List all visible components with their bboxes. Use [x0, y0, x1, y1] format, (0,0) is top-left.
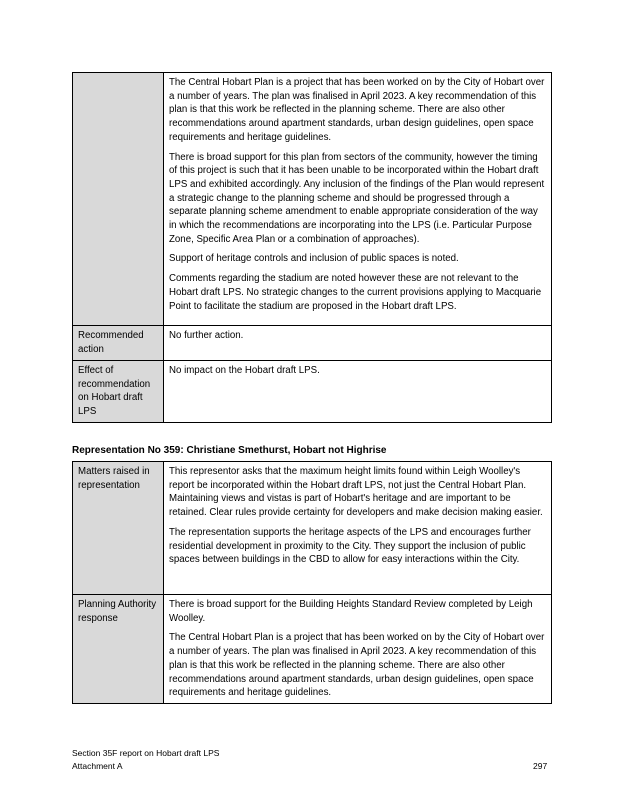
paragraph: The Central Hobart Plan is a project that has been worked on by the City of Hobart over a number of years. The plan was finalised in April 2023. A key recommendation of this plan is that this work be reflected in the planning scheme. There are also other recommendations around apartment standards, urban design guidelines, open space requirements and heritage guidelines.: [169, 77, 545, 143]
row-content: [164, 462, 552, 595]
paragraph: There is broad support for the Building Heights Standard Review completed by Leigh Woolley.: [169, 599, 533, 624]
paragraph: The Central Hobart Plan is a project that has been worked on by the City of Hobart over a number of years. The plan was finalised in April 2023. A key recommendation of this plan is that this work be reflected in the planning scheme. There are also other recommendations around apartment standards, urban design guidelines, open space requirements and heritage guidelines.: [169, 632, 545, 699]
paragraph: There is broad support for this plan from sectors of the community, however the timing of this project is such that it has been unable to be incorporated within the Hobart draft LPS and exhibited accordingly. Any inclusion of the findings of the Plan would represent a strategic change to the planning scheme and should be progressed through a separate planning scheme amendment to enable appropriate consideration of the way in which the recommendations are incorporating into the LPS (i.e. Particular Purpose Zone, Specific Area Plan or a combination of approaches).: [169, 151, 545, 245]
footer-title: Section 35F report on Hobart draft LPS: [72, 748, 220, 758]
table-row: [73, 462, 552, 595]
row-content: [164, 361, 552, 423]
table-row: [73, 361, 552, 423]
row-content: [164, 73, 552, 326]
row-label: [73, 73, 164, 326]
row-content: [164, 595, 552, 704]
paragraph: The representation supports the heritage aspects of the LPS and encourages further residential development in proximity to the City. They support the inclusion of public spaces between buildings in the CBD to allow for easy interactions within the City.: [169, 526, 531, 566]
paragraph: Support of heritage controls and inclusion of public spaces is noted.: [169, 253, 459, 265]
row-content: [164, 326, 552, 361]
paragraph: This representor asks that the maximum height limits found within Leigh Woolley's report be incorporated within the Hobart draft LPS, not just the Central Hobart Plan. Maintaining views and vistas is part of Hobart's heritage and are important to be retained. Clear rules provide certainty for developers and make decision making easier.: [169, 466, 543, 519]
response-table-continued: [72, 72, 552, 423]
table-row: [73, 326, 552, 361]
footer-attachment: Attachment A: [72, 761, 123, 771]
row-label: Effect of recommendation on Hobart draft LPS: [73, 361, 164, 423]
table-row: [73, 595, 552, 704]
table-row: [73, 73, 552, 326]
paragraph: No further action.: [169, 330, 244, 341]
row-label: Matters raised in representation: [73, 462, 164, 595]
representation-table: [72, 461, 552, 704]
section-heading: Representation No 359: Christiane Smethurst, Hobart not Highrise: [72, 445, 387, 456]
paragraph: Comments regarding the stadium are noted however these are not relevant to the Hobart draft LPS. No strategic changes to the current provisions applying to Macquarie Point to facilitate the stadium are proposed in the Hobart draft LPS.: [169, 273, 542, 312]
page-number: 297: [533, 761, 548, 771]
row-label: Planning Authority response: [73, 595, 164, 704]
row-label: Recommended action: [73, 326, 164, 361]
paragraph: No impact on the Hobart draft LPS.: [169, 365, 320, 376]
